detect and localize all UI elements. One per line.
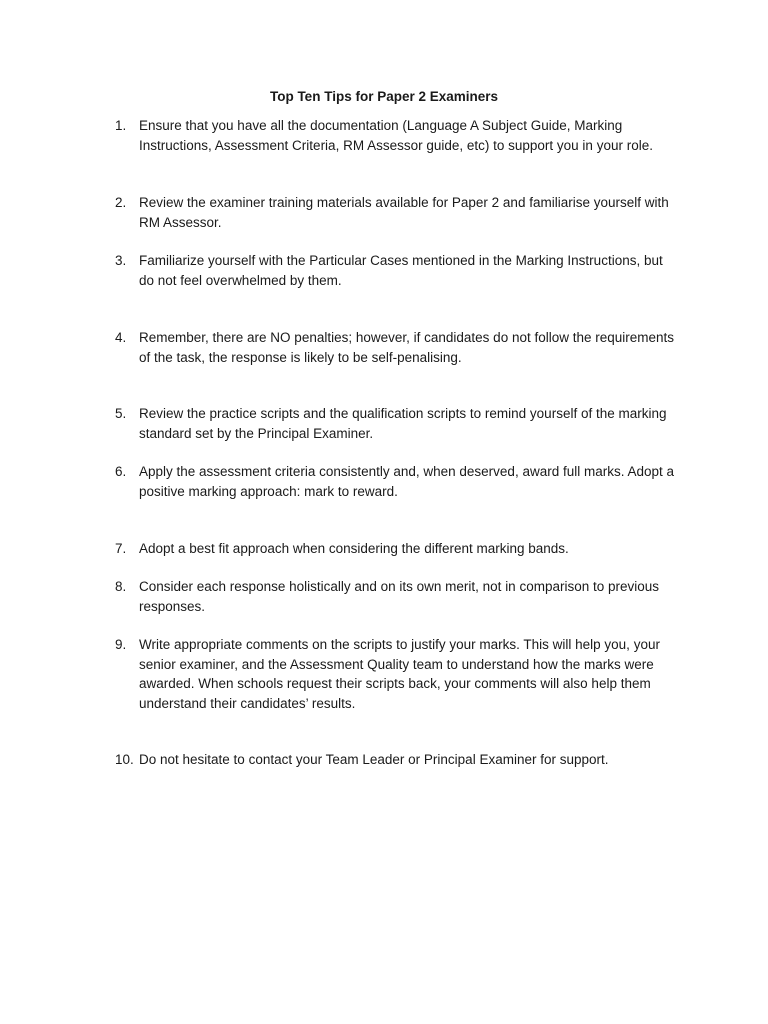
tip-number: 6.	[115, 464, 127, 479]
tip-item	[115, 404, 675, 443]
tip-number: 7.	[115, 541, 127, 556]
tip-item	[115, 328, 675, 367]
tip-item	[115, 635, 675, 713]
tip-number: 3.	[115, 253, 127, 268]
tip-text: Remember, there are NO penalties; however, if candidates do not follow the requirements of the task, the response is likely to be self-penalising.	[139, 330, 675, 365]
tip-text: Review the examiner training materials available for Paper 2 and familiarise yourself with RM Assessor.	[139, 195, 669, 230]
tip-text: Familiarize yourself with the Particular Cases mentioned in the Marking Instructions, but do not feel overwhelmed by them.	[139, 253, 663, 288]
tip-number: 10.	[115, 752, 134, 767]
document-title: Top Ten Tips for Paper 2 Examiners	[269, 89, 499, 104]
tip-number: 5.	[115, 406, 127, 421]
tip-item	[115, 577, 675, 616]
tip-number: 8.	[115, 579, 127, 594]
tip-text: Adopt a best fit approach when considering the different marking bands.	[139, 541, 569, 556]
tip-number: 1.	[115, 118, 127, 133]
tip-text: Ensure that you have all the documentation (Language A Subject Guide, Marking Instructions, Assessment Criteria, RM Assessor guide, etc) to support you in your role.	[139, 118, 653, 153]
tip-item	[115, 462, 675, 501]
tip-item	[115, 539, 675, 559]
tip-item	[115, 750, 675, 770]
tip-number: 2.	[115, 195, 127, 210]
tip-number: 4.	[115, 330, 127, 345]
tip-text: Apply the assessment criteria consistently and, when deserved, award full marks. Adopt a positive marking approach: mark to reward.	[139, 464, 675, 499]
tip-item	[115, 193, 675, 232]
tip-text: Do not hesitate to contact your Team Leader or Principal Examiner for support.	[139, 752, 609, 767]
tip-text: Consider each response holistically and on its own merit, not in comparison to previous responses.	[139, 579, 660, 614]
tip-number: 9.	[115, 637, 127, 652]
tip-item	[115, 251, 675, 290]
tip-text: Review the practice scripts and the qualification scripts to remind yourself of the marking standard set by the Principal Examiner.	[139, 406, 667, 441]
tip-text: Write appropriate comments on the scripts to justify your marks. This will help you, your senior examiner, and the Assessment Quality team to understand how the marks were awarded. When schools request their scripts back, your comments will also help them understand their candidates’ results.	[139, 637, 660, 711]
tip-item	[115, 116, 675, 155]
